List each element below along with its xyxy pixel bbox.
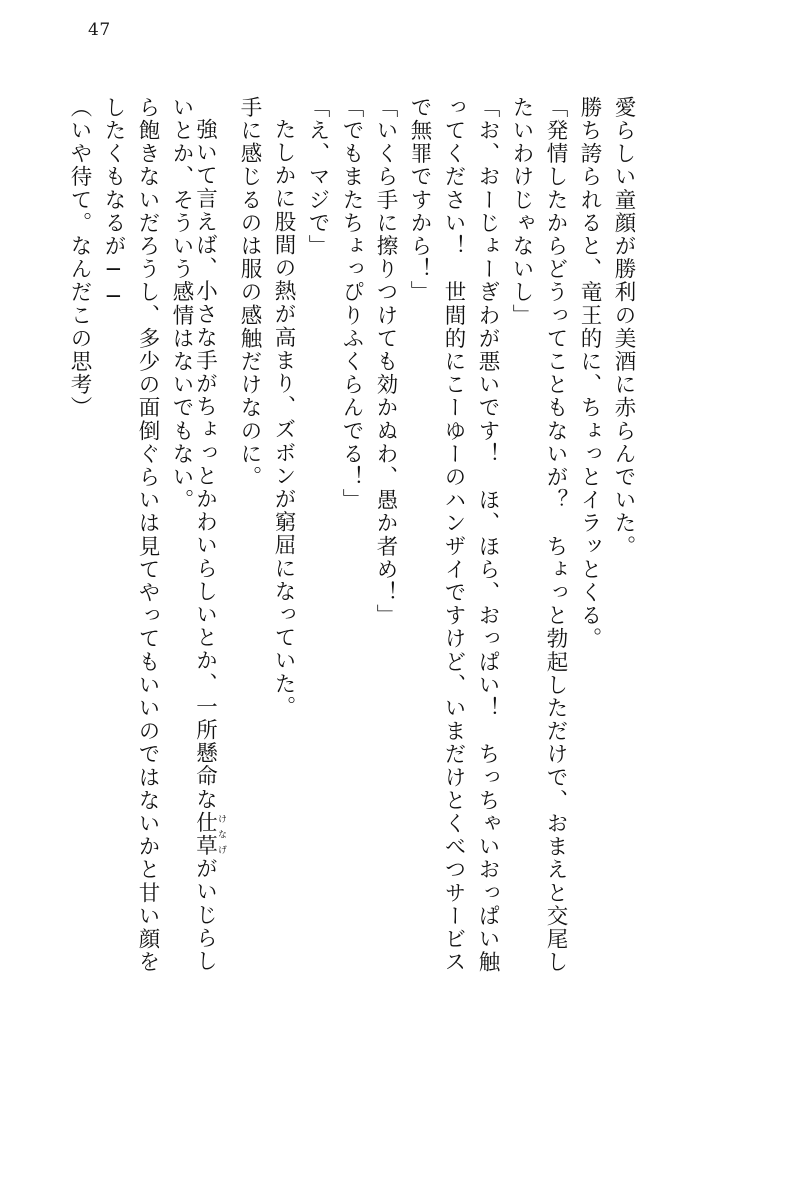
text-column: 手に感じるのは服の感触だけなのに。 <box>237 96 262 489</box>
ruby-annotation: 仕草けなげ <box>192 811 226 858</box>
text-column: たしかに股間の熱が高まり、ズボンが窮屈になっていた。 <box>271 118 296 719</box>
text-column: 強いて言えば、小さな手がちょっとかわいらしいとか、一所懸命な仕草けなげがいじらし <box>192 118 226 973</box>
text-column: 「お、おーじょーぎわが悪いです！ ほ、ほら、おっぱい！ ちっちゃいおっぱい触 <box>475 96 500 974</box>
text-column: 愛らしい童顔が勝利の美酒に赤らんでいた。 <box>611 96 636 558</box>
text-column: たいわけじゃないし」 <box>509 96 534 327</box>
text-column: 「でもまたちょっぴりふくらんでる！」 <box>339 96 364 512</box>
text-column: したくもなるが── <box>101 96 126 311</box>
text-column: 「いくら手に擦りつけても効かぬわ、愚か者め！」 <box>373 96 398 628</box>
vertical-text-block <box>56 96 740 1160</box>
ruby-text: けなげ <box>216 811 226 858</box>
text-column: ら飽きないだろうし、多少の面倒ぐらいは見てやってもいいのではないかと甘い顔を <box>135 96 160 974</box>
page-number: 47 <box>88 20 111 40</box>
text-column: ってください！ 世間的にこーゆーのハンザイですけど、いまだけとくべつサービス <box>441 96 466 974</box>
text-column: 「え、マジで」 <box>305 96 330 258</box>
text-column: 「発情したからどうってこともないが？ ちょっと勃起しただけで、おまえと交尾し <box>543 96 568 974</box>
text-column: いとか、そういう感情はないでもない。 <box>169 96 194 512</box>
text-column: 勝ち誇られると、竜王的に、ちょっとイラッとくる。 <box>577 96 602 651</box>
text-column: （いや待て。なんだこの思考） <box>67 96 92 420</box>
text-column: で無罪ですから！」 <box>407 96 432 304</box>
